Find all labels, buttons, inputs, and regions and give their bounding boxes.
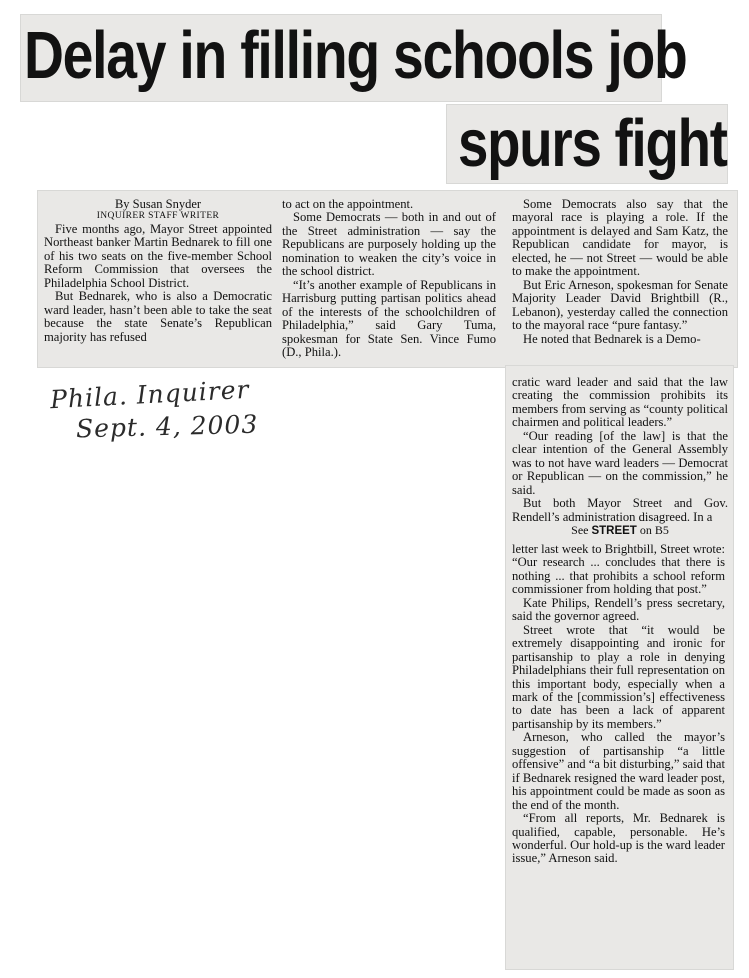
paragraph: But both Mayor Street and Gov. Rendell’s administration disagreed. In a [512, 496, 728, 524]
paragraph: “It’s another example of Republicans in Harrisburg putting partisan politics ahead of the interests of the schoolchildren of Philadelphia,” said Gary Tuma, spokesman for State Sen. Vince Fumo (D., Phila.). [282, 277, 496, 359]
byline-role: INQUIRER STAFF WRITER [96, 211, 220, 221]
jump-reference [512, 524, 728, 538]
article-column-3 [512, 198, 728, 346]
byline-author: By Susan Snyder [114, 197, 202, 211]
paragraph: Kate Philips, Rendell’s press secretary, said the governor agreed. [512, 595, 725, 624]
article-column-1 [44, 198, 272, 344]
paragraph: Street wrote that “it would be extremely disappointing and ironic for partisanship to play a role in denying Philadelphians their full representation on this important body, especially when a mark of the [commission’s] effectiveness to date has been a lack of apparent partisanship by its members.” [512, 622, 725, 731]
paragraph: But Eric Arneson, spokesman for Senate Majority Leader David Brightbill (R., Lebanon), yesterday called the connection to the mayoral race “pure fantasy.” [512, 277, 728, 333]
handwritten-date-note: Sept. 4, 2003 [75, 409, 259, 444]
article-column-2 [282, 198, 496, 359]
headline-line-1: Delay in filling schools job [24, 18, 687, 93]
paragraph: He noted that Bednarek is a Demo- [523, 331, 701, 346]
paragraph: Arneson, who called the mayor’s suggestion of partisanship “a little offensive” and “a bit disturbing,” said that if Bednarek resigned the ward leader post, his appointment could be made as soon as the end of the month. [512, 730, 725, 812]
paragraph: Some Democrats — both in and out of the Street administration — say the Republicans are purposely holding up the nomination to weaken the city’s voice in the school district. [282, 210, 496, 279]
paragraph: to act on the appointment. [282, 197, 414, 211]
jump-keyword: STREET [591, 524, 637, 537]
jump-page: on B5 [639, 522, 669, 537]
jump-see-label: See [571, 522, 589, 537]
paragraph: letter last week to Brightbill, Street wrote: “Our research ... concludes that there is nothing ... that prohibits a school reform commissioner from holding that post.” [512, 542, 725, 597]
paragraph: Five months ago, Mayor Street appointed Northeast banker Martin Bednarek to fill one of his two seats on the five-member School Reform Commission that oversees the Philadelphia School District. [44, 222, 272, 290]
article-column-4 [512, 376, 728, 538]
paragraph: But Bednarek, who is also a Democratic ward leader, hasn’t been able to take the seat because the state Senate’s Republican majority has refused [44, 289, 272, 344]
paragraph: Some Democrats also say that the mayoral race is playing a role. If the appointment is delayed and Sam Katz, the Republican candidate for mayor, is elected, he — not Street — would be able to make the appointment. [512, 197, 728, 279]
handwritten-source-note: Phila. Inquirer [49, 374, 251, 415]
paragraph: cratic ward leader and said that the law creating the commission prohibits its members from serving as “county political chairmen and political leaders.” [512, 375, 728, 430]
headline-line-2: spurs fight [458, 106, 727, 181]
paragraph: “From all reports, Mr. Bednarek is qualified, capable, personable. He’s wonderful. Our hold-up is the ward leader issue,” Arneson said. [512, 811, 725, 866]
article-column-5 [512, 543, 725, 866]
paragraph: “Our reading [of the law] is that the clear intention of the General Assembly was to not have ward leaders — Democrat or Republican — on the commission,” he said. [512, 428, 728, 497]
